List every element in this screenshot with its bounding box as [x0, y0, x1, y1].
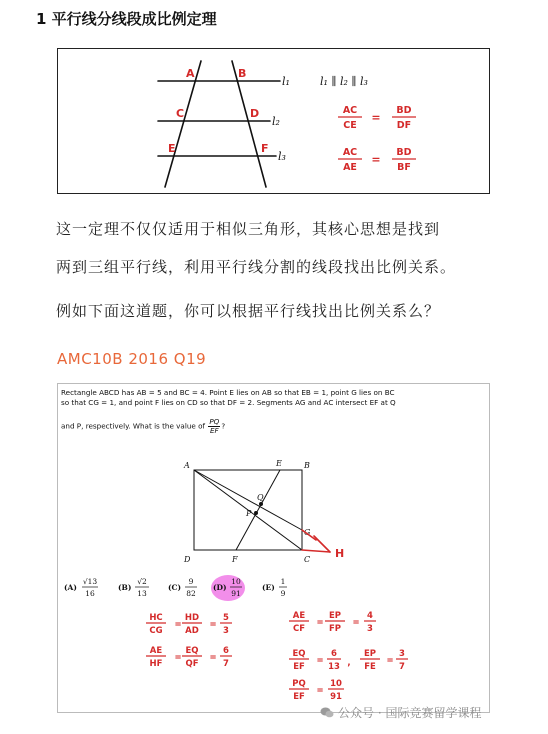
- paragraph-1-line-1: 这一定理不仅仅适用于相似三角形，其核心思想是找到: [56, 220, 441, 238]
- svg-text:EQ: EQ: [292, 649, 306, 659]
- svg-text:(C): (C): [168, 583, 182, 592]
- svg-text:=: =: [316, 686, 324, 696]
- svg-text:91: 91: [231, 589, 241, 598]
- svg-text:EF: EF: [293, 692, 305, 702]
- fig-label-B: B: [304, 461, 310, 470]
- fig-label-F: F: [232, 555, 238, 564]
- problem-figure: [58, 384, 491, 714]
- svg-text:10: 10: [231, 577, 241, 586]
- watermark: [320, 704, 481, 721]
- answer-choices: [64, 575, 287, 601]
- label-l3: l₃: [278, 150, 286, 163]
- svg-text:FE: FE: [364, 662, 376, 672]
- paragraph-2: 例如下面这道题，你可以根据平行线找出比例关系么？: [56, 302, 441, 320]
- label-E: E: [168, 142, 176, 155]
- svg-text:AE: AE: [149, 646, 163, 656]
- svg-text:BF: BF: [397, 162, 411, 173]
- point-P: [254, 511, 258, 515]
- theorem-diagram: [57, 48, 490, 194]
- svg-text:√2: √2: [137, 577, 147, 586]
- ratio-1: [338, 105, 416, 131]
- svg-text:=: =: [174, 620, 182, 630]
- svg-text:HC: HC: [149, 613, 163, 623]
- svg-text:=: =: [371, 153, 381, 166]
- svg-text:PQ: PQ: [292, 679, 306, 689]
- fig-label-P: P: [246, 509, 252, 518]
- svg-text:6: 6: [331, 649, 337, 659]
- svg-text:EF: EF: [293, 662, 305, 672]
- fig-label-H: H: [335, 547, 345, 560]
- theorem-sketch: [58, 49, 491, 195]
- svg-text:CE: CE: [343, 120, 357, 131]
- fig-label-A: A: [184, 461, 190, 470]
- svg-text:10: 10: [330, 679, 342, 689]
- svg-text:EP: EP: [328, 611, 342, 621]
- svg-text:9: 9: [280, 589, 286, 598]
- svg-text:BD: BD: [396, 147, 412, 158]
- choice-B[interactable]: [118, 577, 149, 598]
- section-title: [36, 8, 217, 29]
- fig-label-E: E: [276, 459, 282, 468]
- svg-text:4: 4: [367, 611, 373, 621]
- label-B: B: [238, 67, 247, 80]
- point-Q: [259, 502, 263, 506]
- svg-text:AE: AE: [292, 611, 306, 621]
- segment-EF: [236, 470, 280, 550]
- svg-text:=: =: [174, 653, 182, 663]
- svg-text:=: =: [316, 656, 324, 666]
- svg-text:7: 7: [223, 659, 229, 669]
- svg-text:=: =: [352, 618, 360, 628]
- svg-text:7: 7: [399, 662, 405, 672]
- choice-C[interactable]: [168, 577, 197, 598]
- fig-label-C: C: [304, 555, 311, 564]
- parallel-note: l₁ ∥ l₂ ∥ l₃: [320, 75, 368, 88]
- svg-text:3: 3: [223, 626, 229, 636]
- svg-text:91: 91: [330, 692, 342, 702]
- svg-text:9: 9: [188, 577, 194, 586]
- svg-text:,: ,: [347, 658, 351, 668]
- question-fraction: $\frac{PQ}{EF}$: [209, 417, 220, 435]
- ratio-2: [338, 147, 416, 173]
- section-title-text: 平行线分线段成比例定理: [51, 10, 217, 28]
- work-ratio-1: [146, 613, 232, 636]
- svg-text:16: 16: [85, 589, 95, 598]
- work-ratio-5: [289, 679, 344, 702]
- label-l1: l₁: [282, 75, 290, 88]
- choice-D[interactable]: [211, 575, 245, 601]
- svg-text:=: =: [209, 653, 217, 663]
- choice-E[interactable]: [262, 577, 287, 598]
- svg-text:√13: √13: [82, 577, 98, 586]
- svg-text:(B): (B): [118, 583, 132, 592]
- svg-text:AC: AC: [342, 147, 358, 158]
- svg-text:=: =: [316, 618, 324, 628]
- work-ratio-2: [146, 646, 232, 669]
- problem-text-line-3: and P, respectively. What is the value of $\frac{PQ}{EF}$ ?: [61, 417, 226, 435]
- svg-text:(E): (E): [262, 583, 275, 592]
- paragraph-1-line-2: 两到三组平行线，利用平行线分割的线段找出比例关系。: [56, 258, 457, 276]
- wechat-icon: [320, 707, 334, 718]
- svg-text:DF: DF: [396, 120, 412, 131]
- svg-text:CF: CF: [292, 624, 306, 634]
- svg-text:QF: QF: [185, 659, 199, 669]
- transversal-left: [165, 61, 201, 187]
- svg-text:82: 82: [186, 589, 196, 598]
- problem-source: AMC10B 2016 Q19: [57, 350, 207, 368]
- label-D: D: [250, 107, 260, 120]
- svg-text:13: 13: [328, 662, 340, 672]
- fig-label-D: D: [184, 555, 191, 564]
- work-ratio-4: [289, 649, 408, 672]
- svg-text:6: 6: [223, 646, 229, 656]
- work-ratio-3: [289, 611, 376, 634]
- svg-text:BD: BD: [396, 105, 412, 116]
- svg-text:5: 5: [223, 613, 229, 623]
- svg-text:AE: AE: [343, 162, 357, 173]
- svg-text:FP: FP: [328, 624, 342, 634]
- label-F: F: [261, 142, 269, 155]
- problem-image: [57, 383, 490, 713]
- svg-text:3: 3: [399, 649, 405, 659]
- section-number: 1: [36, 10, 47, 28]
- fig-label-G: G: [304, 528, 311, 537]
- label-C: C: [176, 107, 185, 120]
- svg-text:EP: EP: [363, 649, 377, 659]
- svg-text:=: =: [386, 656, 394, 666]
- label-l2: l₂: [272, 115, 280, 128]
- svg-text:3: 3: [367, 624, 373, 634]
- svg-text:13: 13: [137, 589, 147, 598]
- label-A: A: [186, 67, 195, 80]
- fig-label-Q: Q: [257, 493, 264, 502]
- watermark-text: 公众号 · 国际竞赛留学课程: [338, 706, 482, 720]
- svg-text:AC: AC: [342, 105, 358, 116]
- svg-text:EQ: EQ: [185, 646, 199, 656]
- segment-AG: [194, 470, 302, 530]
- svg-text:=: =: [209, 620, 217, 630]
- svg-text:CG: CG: [149, 626, 163, 636]
- problem-text-line-2: so that CG = 1, and point F lies on CD so that DF = 2. Segments AG and AC intersect EF at Q: [61, 398, 396, 407]
- choice-A[interactable]: [64, 577, 98, 598]
- svg-text:HF: HF: [149, 659, 163, 669]
- svg-text:HD: HD: [184, 613, 200, 623]
- svg-text:=: =: [371, 111, 381, 124]
- svg-text:1: 1: [280, 577, 286, 586]
- extension-to-H: [302, 530, 330, 552]
- svg-text:(A): (A): [64, 583, 77, 592]
- problem-text-line-1: Rectangle ABCD has AB = 5 and BC = 4. Point E lies on AB so that EB = 1, point G lies on BC: [61, 388, 395, 397]
- svg-text:AD: AD: [185, 626, 199, 636]
- svg-text:(D): (D): [213, 583, 227, 592]
